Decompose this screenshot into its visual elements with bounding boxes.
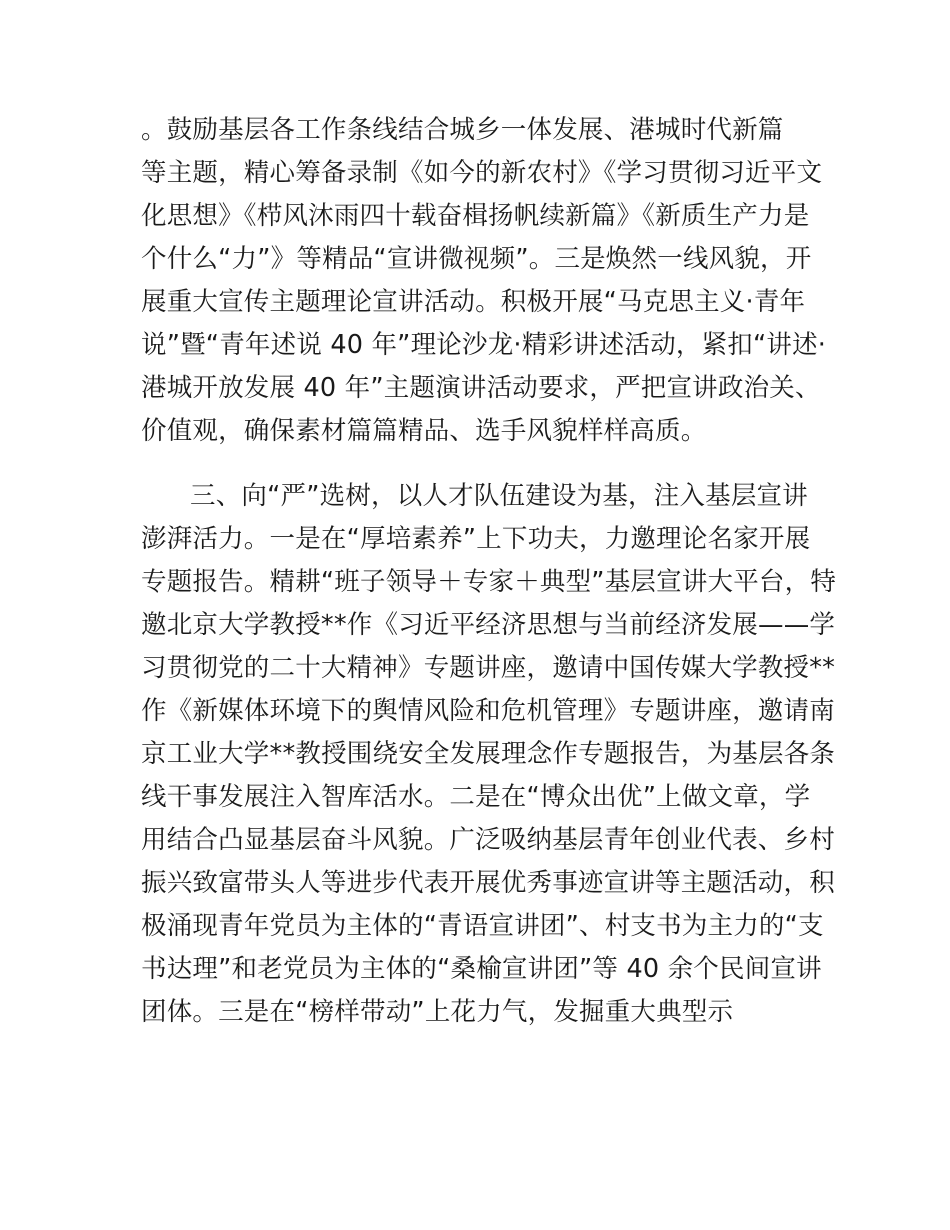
text-line: 书达理”和老党员为主体的“桑榆宣讲团”等 40 余个民间宣讲 (141, 954, 822, 984)
text-line: 用结合凸显基层奋斗风貌。广泛吸纳基层青年创业代表、乡村 (141, 825, 835, 855)
text-line: 说”暨“青年述说 40 年”理论沙龙·精彩讲述活动，紧扣“讲述· (141, 330, 827, 360)
text-line: 极涌现青年党员为主体的“青语宣讲团”、村支书为主力的“支 (141, 911, 824, 941)
text-line: 邀北京大学教授**作《习近平经济思想与当前经济发展——学 (141, 610, 836, 640)
paragraph-first-line: 三、向“严”选树，以人才队伍建设为基，注入基层宣讲 (190, 481, 808, 511)
text-line: 。鼓励基层各工作条线结合城乡一体发展、港城时代新篇 (141, 115, 784, 145)
text-line: 等主题，精心筹备录制《如今的新农村》《学习贯彻习近平文 (141, 158, 823, 188)
text-line: 价值观，确保素材篇篇精品、选手风貌样样高质。 (141, 416, 707, 446)
text-line: 习贯彻党的二十大精神》专题讲座，邀请中国传媒大学教授** (141, 653, 836, 683)
text-line: 化思想》《栉风沐雨四十载奋楫扬帆续新篇》《新质生产力是 (141, 201, 810, 231)
text-line: 专题报告。精耕“班子领导＋专家＋典型”基层宣讲大平台，特 (141, 567, 837, 597)
text-line: 京工业大学**教授围绕安全发展理念作专题报告，为基层各条 (141, 739, 836, 769)
text-line: 作《新媒体环境下的舆情风险和危机管理》专题讲座，邀请南 (141, 696, 835, 726)
text-line: 振兴致富带头人等进步代表开展优秀事迹宣讲等主题活动，积 (141, 868, 835, 898)
text-line: 个什么“力”》等精品“宣讲微视频”。三是焕然一线风貌，开 (141, 244, 812, 274)
text-line: 港城开放发展 40 年”主题演讲活动要求，严把宣讲政治关、 (141, 373, 821, 403)
text-line: 团体。三是在“榜样带动”上花力气，发掘重大典型示 (141, 997, 734, 1027)
text-line: 线干事发展注入智库活水。二是在“博众出优”上做文章，学 (141, 782, 811, 812)
text-line: 展重大宣传主题理论宣讲活动。积极开展“马克思主义·青年 (141, 287, 806, 317)
text-line: 澎湃活力。一是在“厚培素养”上下功夫，力邀理论名家开展 (141, 524, 811, 554)
